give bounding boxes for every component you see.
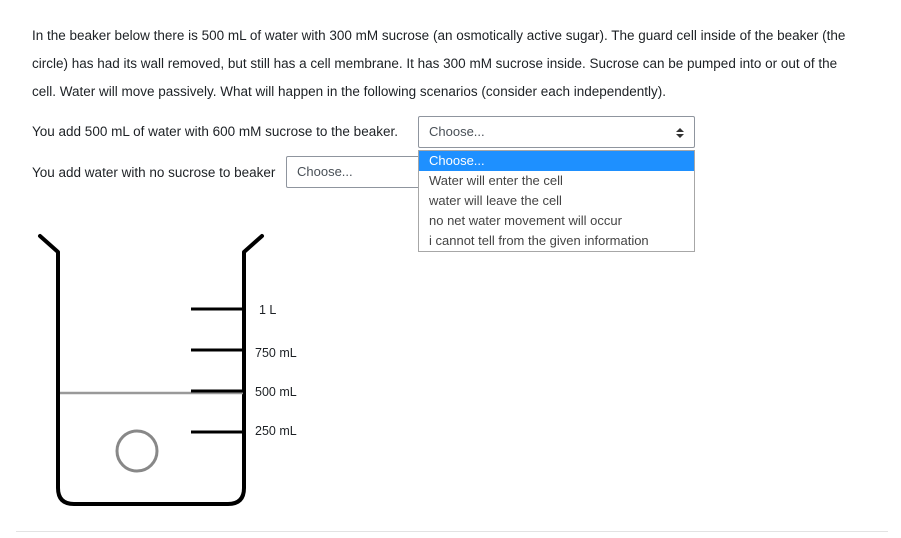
scenario-2-select-value: Choose... (297, 164, 353, 179)
guard-cell-circle (117, 431, 157, 471)
scenario-1-label: You add 500 mL of water with 600 mM sucrose to the beaker. (32, 124, 398, 139)
mark-label-1l: 1 L (259, 303, 277, 317)
question-line-2: circle) has had its wall removed, but still has a cell membrane. It has 300 mM sucrose inside. Sucrose can be pumped into or out of the (32, 56, 838, 71)
dropdown-option-choose[interactable]: Choose... (419, 151, 694, 171)
dropdown-option-water-leave[interactable]: water will leave the cell (429, 193, 562, 208)
mark-label-500ml: 500 mL (255, 385, 297, 399)
question-line-3: cell. Water will move passively. What will happen in the following scenarios (consider each independently). (32, 84, 667, 99)
scenario-2-label: You add water with no sucrose to beaker (32, 165, 276, 180)
question-line-1: In the beaker below there is 500 mL of water with 300 mM sucrose (an osmotically active sugar). The guard cell inside of the beaker (the (32, 28, 846, 43)
mark-label-750ml: 750 mL (255, 346, 297, 360)
scenario-1-select-value: Choose... (429, 124, 485, 139)
dropdown-option-water-enter[interactable]: Water will enter the cell (429, 173, 563, 188)
bottom-divider (16, 531, 888, 532)
mark-label-250ml: 250 mL (255, 424, 297, 438)
dropdown-option-cannot-tell[interactable]: i cannot tell from the given information (429, 233, 649, 248)
dropdown-option-no-net-movement[interactable]: no net water movement will occur (429, 213, 622, 228)
